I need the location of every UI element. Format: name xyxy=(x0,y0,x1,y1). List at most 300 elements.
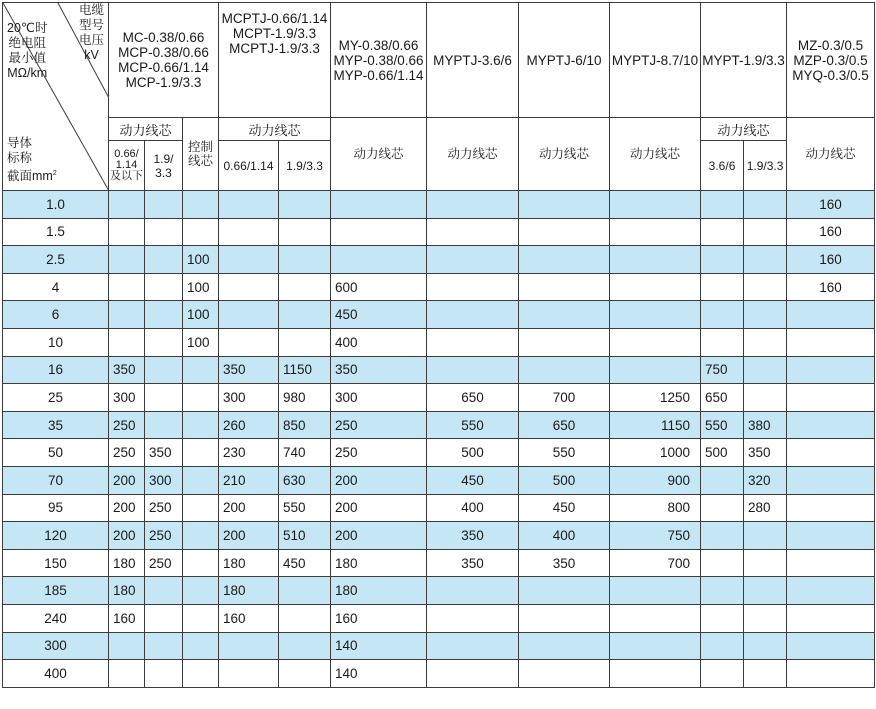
voltage-sub-header: 1.9/3.3 xyxy=(279,141,331,191)
model-line: MCPTJ-1.9/3.3 xyxy=(229,41,320,56)
resistance-value-cell: 280 xyxy=(744,494,787,522)
resistance-value-cell xyxy=(787,522,875,550)
resistance-value-cell xyxy=(183,411,219,439)
resistance-value-cell xyxy=(787,577,875,605)
resistance-value-cell xyxy=(610,246,701,274)
resistance-value-cell xyxy=(145,328,183,356)
resistance-value-cell xyxy=(427,356,519,384)
resistance-value-cell: 200 xyxy=(331,522,427,550)
resistance-value-cell: 900 xyxy=(610,466,701,494)
table-row xyxy=(3,549,875,577)
resistance-value-cell: 250 xyxy=(109,439,145,467)
model-line: MCPTJ-0.66/1.14 xyxy=(221,11,328,26)
resistance-value-cell xyxy=(109,660,145,688)
model-line: MCPT-1.9/3.3 xyxy=(232,26,317,41)
model-header-myptj-6-10: MYPTJ-6/10 xyxy=(519,3,610,118)
resistance-value-cell xyxy=(701,660,744,688)
resistance-value-cell xyxy=(427,301,519,329)
resistance-value-cell xyxy=(145,604,183,632)
resistance-value-cell: 250 xyxy=(331,411,427,439)
conductor-size-cell: 16 xyxy=(3,356,109,384)
resistance-value-cell xyxy=(744,328,787,356)
resistance-value-cell xyxy=(183,660,219,688)
resistance-value-cell xyxy=(519,604,610,632)
resistance-value-cell xyxy=(744,273,787,301)
model-line: MCP-1.9/3.3 xyxy=(125,75,202,90)
resistance-value-cell: 200 xyxy=(109,494,145,522)
resistance-value-cell: 350 xyxy=(744,439,787,467)
resistance-value-cell: 250 xyxy=(331,439,427,467)
control-core-line: 线芯 xyxy=(188,154,214,168)
resistance-value-cell: 100 xyxy=(183,273,219,301)
resistance-value-cell xyxy=(519,632,610,660)
table-row xyxy=(3,273,875,301)
resistance-value-cell: 180 xyxy=(331,549,427,577)
resistance-value-cell: 850 xyxy=(279,411,331,439)
table-row xyxy=(3,301,875,329)
resistance-value-cell xyxy=(787,660,875,688)
resistance-value-cell xyxy=(109,273,145,301)
resistance-value-cell: 250 xyxy=(145,549,183,577)
power-core-group-label: 动力线芯 xyxy=(109,118,183,141)
resistance-value-cell: 140 xyxy=(331,660,427,688)
resistance-label-line: 绝电阻 xyxy=(8,36,46,50)
resistance-value-cell: 500 xyxy=(427,439,519,467)
resistance-value-cell: 1250 xyxy=(610,384,701,412)
resistance-value-cell xyxy=(744,549,787,577)
model-line: MY-0.38/0.66 xyxy=(338,37,419,53)
resistance-value-cell: 100 xyxy=(183,246,219,274)
table-row xyxy=(3,466,875,494)
resistance-value-cell xyxy=(744,577,787,605)
resistance-value-cell: 300 xyxy=(145,466,183,494)
cable-label-line: kV xyxy=(84,48,99,62)
resistance-value-cell: 650 xyxy=(427,384,519,412)
resistance-value-cell: 550 xyxy=(427,411,519,439)
model-header-my xyxy=(331,3,427,118)
resistance-value-cell xyxy=(183,191,219,219)
resistance-label-line: MΩ/km xyxy=(7,66,48,80)
resistance-value-cell: 300 xyxy=(331,384,427,412)
resistance-value-cell xyxy=(219,328,279,356)
resistance-value-cell: 180 xyxy=(331,577,427,605)
resistance-value-cell xyxy=(519,273,610,301)
resistance-value-cell xyxy=(701,466,744,494)
resistance-value-cell xyxy=(701,301,744,329)
resistance-value-cell xyxy=(701,191,744,219)
resistance-value-cell xyxy=(427,604,519,632)
resistance-value-cell: 450 xyxy=(279,549,331,577)
table-row xyxy=(3,384,875,412)
resistance-value-cell xyxy=(744,191,787,219)
resistance-value-cell xyxy=(787,549,875,577)
resistance-value-cell xyxy=(145,301,183,329)
resistance-value-cell: 510 xyxy=(279,522,331,550)
cable-label-line: 电压 xyxy=(78,33,104,47)
resistance-value-cell: 450 xyxy=(331,301,427,329)
resistance-value-cell xyxy=(701,328,744,356)
resistance-value-cell: 450 xyxy=(519,494,610,522)
model-line: MCP-0.66/1.14 xyxy=(118,60,209,75)
resistance-value-cell: 100 xyxy=(183,328,219,356)
table-row xyxy=(3,411,875,439)
resistance-value-cell: 140 xyxy=(331,632,427,660)
resistance-value-cell: 350 xyxy=(427,522,519,550)
resistance-value-cell: 160 xyxy=(787,246,875,274)
resistance-value-cell: 160 xyxy=(109,604,145,632)
resistance-value-cell xyxy=(145,660,183,688)
resistance-value-cell: 210 xyxy=(219,466,279,494)
conductor-size-cell: 4 xyxy=(3,273,109,301)
resistance-value-cell xyxy=(744,660,787,688)
resistance-value-cell: 160 xyxy=(787,273,875,301)
resistance-value-cell: 300 xyxy=(109,384,145,412)
resistance-value-cell xyxy=(787,384,875,412)
model-line: MCP-0.38/0.66 xyxy=(118,45,209,60)
model-line: MYQ-0.3/0.5 xyxy=(792,67,869,83)
resistance-value-cell: 200 xyxy=(331,494,427,522)
resistance-value-cell: 750 xyxy=(610,522,701,550)
resistance-value-cell xyxy=(279,273,331,301)
resistance-value-cell xyxy=(787,356,875,384)
resistance-value-cell xyxy=(219,660,279,688)
resistance-value-cell: 400 xyxy=(331,328,427,356)
model-line: MZ-0.3/0.5 xyxy=(797,37,864,53)
resistance-value-cell xyxy=(183,549,219,577)
resistance-value-cell xyxy=(183,522,219,550)
resistance-value-cell xyxy=(610,328,701,356)
resistance-value-cell: 350 xyxy=(519,549,610,577)
resistance-value-cell xyxy=(183,632,219,660)
model-line: MYP-0.38/0.66 xyxy=(333,52,424,68)
conductor-size-cell: 35 xyxy=(3,411,109,439)
resistance-value-cell xyxy=(519,577,610,605)
resistance-value-cell xyxy=(744,301,787,329)
table-row xyxy=(3,246,875,274)
power-core-group-label: 动力线芯 xyxy=(219,118,331,141)
resistance-value-cell xyxy=(145,577,183,605)
voltage-sub-header xyxy=(145,141,183,191)
resistance-value-cell: 200 xyxy=(219,494,279,522)
conductor-size-cell: 50 xyxy=(3,439,109,467)
resistance-value-cell: 160 xyxy=(219,604,279,632)
resistance-value-cell xyxy=(427,191,519,219)
resistance-value-cell: 400 xyxy=(427,494,519,522)
voltage-sub-header xyxy=(109,141,145,191)
resistance-value-cell xyxy=(109,218,145,246)
resistance-value-cell xyxy=(427,218,519,246)
resistance-value-cell xyxy=(219,246,279,274)
resistance-value-cell: 250 xyxy=(145,494,183,522)
conductor-label-line: 标称 xyxy=(7,151,33,165)
resistance-value-cell xyxy=(279,660,331,688)
resistance-value-cell xyxy=(219,191,279,219)
resistance-value-cell xyxy=(183,577,219,605)
model-header-myptj-8-7-10: MYPTJ-8.7/10 xyxy=(610,3,701,118)
header-corner-cell xyxy=(3,3,109,191)
resistance-value-cell xyxy=(787,604,875,632)
resistance-value-cell: 700 xyxy=(610,549,701,577)
resistance-value-cell: 800 xyxy=(610,494,701,522)
resistance-value-cell: 550 xyxy=(279,494,331,522)
power-core-group-label: 动力线芯 xyxy=(701,118,787,141)
model-header-mypt: MYPT-1.9/3.3 xyxy=(701,3,787,118)
resistance-value-cell: 200 xyxy=(219,522,279,550)
conductor-size-cell: 6 xyxy=(3,301,109,329)
table-row xyxy=(3,522,875,550)
resistance-value-cell xyxy=(109,301,145,329)
unit-superscript: 2 xyxy=(52,170,57,177)
conductor-label xyxy=(7,136,57,184)
resistance-value-cell xyxy=(787,411,875,439)
conductor-size-cell: 400 xyxy=(3,660,109,688)
resistance-value-cell xyxy=(701,218,744,246)
resistance-value-cell xyxy=(331,191,427,219)
resistance-value-cell xyxy=(701,522,744,550)
resistance-value-cell: 630 xyxy=(279,466,331,494)
table-row xyxy=(3,328,875,356)
resistance-value-cell: 1150 xyxy=(610,411,701,439)
conductor-label-line: 导体 xyxy=(7,136,33,150)
resistance-value-cell: 500 xyxy=(519,466,610,494)
resistance-value-cell xyxy=(701,577,744,605)
resistance-value-cell xyxy=(701,549,744,577)
resistance-value-cell xyxy=(109,191,145,219)
resistance-value-cell xyxy=(183,494,219,522)
resistance-value-cell: 350 xyxy=(427,549,519,577)
table-row xyxy=(3,439,875,467)
resistance-value-cell xyxy=(787,632,875,660)
resistance-value-cell xyxy=(519,218,610,246)
resistance-value-cell xyxy=(610,660,701,688)
resistance-value-cell: 230 xyxy=(219,439,279,467)
control-core-label xyxy=(183,118,219,191)
resistance-value-cell xyxy=(744,522,787,550)
resistance-value-cell xyxy=(427,328,519,356)
power-core-label: 动力线芯 xyxy=(787,118,875,191)
resistance-value-cell xyxy=(279,191,331,219)
resistance-value-cell: 180 xyxy=(219,549,279,577)
resistance-value-cell xyxy=(279,328,331,356)
resistance-value-cell xyxy=(145,411,183,439)
resistance-value-cell xyxy=(701,273,744,301)
resistance-value-cell: 350 xyxy=(331,356,427,384)
model-line: MYP-0.66/1.14 xyxy=(333,67,424,83)
resistance-value-cell: 350 xyxy=(109,356,145,384)
resistance-value-cell: 450 xyxy=(427,466,519,494)
resistance-table xyxy=(2,2,875,688)
conductor-size-cell: 95 xyxy=(3,494,109,522)
resistance-value-cell xyxy=(279,632,331,660)
resistance-value-cell: 980 xyxy=(279,384,331,412)
resistance-value-cell xyxy=(427,577,519,605)
resistance-value-cell: 180 xyxy=(109,577,145,605)
resistance-value-cell: 400 xyxy=(519,522,610,550)
table-row xyxy=(3,191,875,219)
resistance-value-cell: 750 xyxy=(701,356,744,384)
resistance-value-cell: 160 xyxy=(331,604,427,632)
resistance-value-cell xyxy=(427,246,519,274)
resistance-value-cell xyxy=(787,494,875,522)
power-core-label: 动力线芯 xyxy=(331,118,427,191)
model-line: MC-0.38/0.66 xyxy=(122,30,205,45)
resistance-value-cell: 200 xyxy=(109,466,145,494)
resistance-value-cell xyxy=(279,218,331,246)
resistance-value-cell xyxy=(109,246,145,274)
conductor-label-line: 截面mm xyxy=(7,169,53,184)
resistance-label-line: 20℃时 xyxy=(7,21,48,35)
resistance-value-cell xyxy=(183,384,219,412)
resistance-value-cell xyxy=(519,660,610,688)
resistance-value-cell: 260 xyxy=(219,411,279,439)
resistance-value-cell xyxy=(331,246,427,274)
resistance-value-cell xyxy=(519,356,610,384)
voltage-sub-header: 0.66/1.14 xyxy=(219,141,279,191)
resistance-value-cell xyxy=(787,466,875,494)
resistance-value-cell xyxy=(219,301,279,329)
power-core-label: 动力线芯 xyxy=(610,118,701,191)
voltage-line: 0.66/ xyxy=(114,148,139,160)
resistance-value-cell xyxy=(219,218,279,246)
voltage-sub-header: 1.9/3.3 xyxy=(744,141,787,191)
resistance-value-cell xyxy=(145,356,183,384)
table-row xyxy=(3,604,875,632)
resistance-value-cell xyxy=(145,384,183,412)
resistance-value-cell xyxy=(519,191,610,219)
resistance-value-cell xyxy=(145,273,183,301)
resistance-value-cell xyxy=(219,632,279,660)
resistance-value-cell: 1150 xyxy=(279,356,331,384)
resistance-value-cell xyxy=(145,246,183,274)
resistance-value-cell: 350 xyxy=(145,439,183,467)
conductor-size-cell: 1.0 xyxy=(3,191,109,219)
resistance-value-cell xyxy=(183,604,219,632)
resistance-value-cell: 200 xyxy=(331,466,427,494)
resistance-value-cell: 200 xyxy=(109,522,145,550)
resistance-value-cell xyxy=(701,632,744,660)
resistance-value-cell xyxy=(183,356,219,384)
resistance-value-cell xyxy=(787,439,875,467)
resistance-value-cell: 740 xyxy=(279,439,331,467)
resistance-value-cell xyxy=(519,328,610,356)
model-line: MZP-0.3/0.5 xyxy=(793,52,868,68)
model-header-mcptj xyxy=(219,3,331,118)
model-header-mz xyxy=(787,3,875,118)
voltage-line: 1.14 xyxy=(115,159,138,171)
resistance-value-cell: 550 xyxy=(519,439,610,467)
resistance-value-cell xyxy=(701,246,744,274)
resistance-value-cell: 550 xyxy=(701,411,744,439)
resistance-value-cell: 1000 xyxy=(610,439,701,467)
resistance-value-cell: 600 xyxy=(331,273,427,301)
conductor-size-cell: 25 xyxy=(3,384,109,412)
conductor-size-cell: 1.5 xyxy=(3,218,109,246)
resistance-value-cell xyxy=(279,246,331,274)
resistance-value-cell: 180 xyxy=(109,549,145,577)
resistance-value-cell xyxy=(744,356,787,384)
resistance-value-cell xyxy=(279,604,331,632)
resistance-value-cell: 650 xyxy=(519,411,610,439)
cable-voltage-label xyxy=(79,3,104,63)
resistance-value-cell xyxy=(701,494,744,522)
resistance-value-cell xyxy=(109,632,145,660)
control-core-line: 控制 xyxy=(188,140,214,154)
power-core-label: 动力线芯 xyxy=(427,118,519,191)
resistance-label-line: 最小值 xyxy=(8,51,46,65)
resistance-value-cell xyxy=(610,356,701,384)
resistance-value-cell xyxy=(744,384,787,412)
model-header-mc xyxy=(109,3,219,118)
conductor-size-cell: 2.5 xyxy=(3,246,109,274)
resistance-value-cell: 380 xyxy=(744,411,787,439)
resistance-value-cell xyxy=(787,301,875,329)
conductor-size-cell: 70 xyxy=(3,466,109,494)
resistance-value-cell xyxy=(145,632,183,660)
conductor-size-cell: 10 xyxy=(3,328,109,356)
resistance-value-cell: 650 xyxy=(701,384,744,412)
resistance-value-cell xyxy=(279,577,331,605)
resistance-value-cell xyxy=(427,273,519,301)
table-row xyxy=(3,577,875,605)
power-core-label: 动力线芯 xyxy=(519,118,610,191)
resistance-value-cell: 180 xyxy=(219,577,279,605)
resistance-value-cell xyxy=(183,218,219,246)
resistance-value-cell xyxy=(109,328,145,356)
voltage-line: 3.3 xyxy=(155,165,172,180)
resistance-value-cell xyxy=(519,246,610,274)
resistance-label xyxy=(7,21,47,81)
resistance-value-cell xyxy=(610,273,701,301)
cable-label-line: 型号 xyxy=(78,18,104,32)
resistance-value-cell xyxy=(610,301,701,329)
resistance-value-cell xyxy=(744,632,787,660)
conductor-size-cell: 120 xyxy=(3,522,109,550)
resistance-value-cell xyxy=(219,273,279,301)
resistance-value-cell: 300 xyxy=(219,384,279,412)
resistance-value-cell: 250 xyxy=(109,411,145,439)
resistance-value-cell xyxy=(145,218,183,246)
cable-label-line: 电缆 xyxy=(78,3,104,17)
resistance-value-cell xyxy=(427,632,519,660)
resistance-value-cell xyxy=(610,191,701,219)
resistance-value-cell xyxy=(331,218,427,246)
conductor-size-cell: 240 xyxy=(3,604,109,632)
table-row xyxy=(3,356,875,384)
table-row xyxy=(3,632,875,660)
resistance-value-cell xyxy=(744,218,787,246)
resistance-value-cell xyxy=(610,632,701,660)
resistance-value-cell: 350 xyxy=(219,356,279,384)
resistance-value-cell xyxy=(787,328,875,356)
resistance-value-cell xyxy=(610,604,701,632)
resistance-value-cell xyxy=(610,218,701,246)
resistance-value-cell xyxy=(145,191,183,219)
conductor-size-cell: 185 xyxy=(3,577,109,605)
resistance-value-cell xyxy=(744,604,787,632)
resistance-value-cell xyxy=(519,301,610,329)
voltage-line: 及以下 xyxy=(110,170,143,182)
resistance-value-cell: 160 xyxy=(787,218,875,246)
resistance-value-cell xyxy=(279,301,331,329)
resistance-value-cell: 160 xyxy=(787,191,875,219)
table-row xyxy=(3,660,875,688)
resistance-value-cell: 320 xyxy=(744,466,787,494)
resistance-value-cell: 100 xyxy=(183,301,219,329)
resistance-value-cell xyxy=(744,246,787,274)
resistance-value-cell xyxy=(427,660,519,688)
voltage-sub-header: 3.6/6 xyxy=(701,141,744,191)
table-row xyxy=(3,218,875,246)
